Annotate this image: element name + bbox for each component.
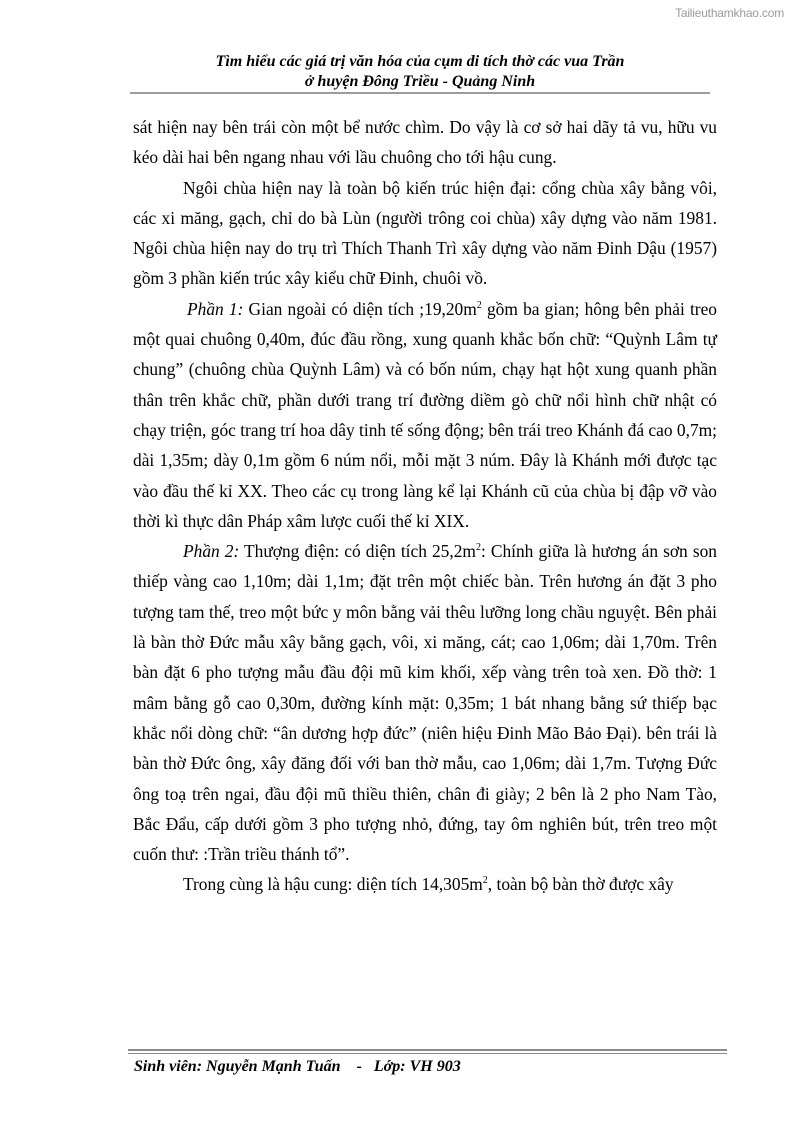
section-label-part-1: Phần 1: — [187, 298, 244, 319]
header-title-line-2: ở huyện Đông Triều - Quảng Ninh — [304, 73, 536, 90]
paragraph-5-text-a: Trong cùng là hậu cung: diện tích 14,305m — [183, 874, 483, 895]
watermark: Tailieuthamkhao.com — [675, 6, 784, 20]
paragraph-4-text-b: : Chính giữa là hương án sơn son thiếp vàng cao 1,10m; dài 1,1m; đặt trên một chiếc bàn. Trên hương án đặt 3 pho tượng tam thế, treo một bức y môn bằng vải thêu lưỡng long chầu nguyệt. Bên phải là bàn thờ Đức mẫu xây bằng gạch, vôi, xi măng, cát; cao 1,06m; dài 1,70m. Trên bàn đặt 6 pho tượng mẫu đầu đội mũ kim khối, xếp vàng trên toà xen. Đồ thờ: 1 mâm bằng gỗ cao 0,30m, đường kính mặt: 0,35m; 1 bát nhang bằng sứ thiếp bạc khắc nổi dòng chữ: “ân dương hợp đức” (niên hiệu Đinh Mão Bảo Đại). bên trái là bàn thờ Đức ông, xây đăng đối với ban thờ mẫu, cao 1,06m; dài 1,7m. Tượng Đức ông toạ trên ngai, đầu đội mũ thiều thiên, chân đi giày; 2 bên là 2 pho Nam Tào, Bắc Đẩu, cấp dưới gồm 3 pho tượng nhỏ, đứng, tay ôm nghiên bút, trên treo một cuốn thư: :Trần triều thánh tổ”. — [133, 541, 717, 865]
document-body — [133, 112, 717, 900]
paragraph-5-text-b: , toàn bộ bàn thờ được xây — [487, 874, 674, 895]
paragraph-2: Ngôi chùa hiện nay là toàn bộ kiến trúc hiện đại: cổng chùa xây bằng vôi, các xi măng, gạch, chỉ do bà Lùn (người trông coi chùa) xây dựng vào năm 1981. Ngôi chùa hiện nay do trụ trì Thích Thanh Trì xây dựng vào năm Đinh Dậu (1957) gồm 3 phần kiến trúc xây kiểu chữ Đinh, chuôi vồ. — [133, 177, 717, 289]
superscript: 2 — [476, 299, 482, 311]
superscript: 2 — [475, 542, 481, 554]
paragraph-5 — [133, 869, 717, 899]
footer-divider-top — [128, 1049, 727, 1051]
paragraph-4-text-a: Thượng điện: có diện tích 25,2m — [239, 541, 476, 562]
page-footer: Sinh viên: Nguyễn Mạnh Tuấn - Lớp: VH 903 — [134, 1058, 461, 1075]
page-header — [130, 52, 710, 92]
footer-divider-bottom — [128, 1053, 727, 1054]
paragraph-3-text-b: gồm ba gian; hông bên phải treo một quai chuông 0,40m, đúc đầu rồng, xung quanh khắc bốn chữ: “Quỳnh Lâm tự chung” (chuông chùa Quỳnh Lâm) và có bốn núm, chạy hạt hột xung quanh phần thân trên khắc chữ, phần dưới trang trí đường diềm gò chữ nổi hình chữ nhật có chạy triện, góc trang trí hoa dây tinh tế sống động; bên trái treo Khánh đá cao 0,7m; dài 1,35m; dày 0,1m gồm 6 núm nổi, mỗi mặt 3 núm. Đây là Khánh mới được tạc vào đầu thế kỉ XX. Theo các cụ trong làng kể lại Khánh cũ của chùa bị đập vỡ vào thời kì thực dân Pháp xâm lược cuối thế kỉ XIX. — [133, 298, 717, 531]
paragraph-3-text-a: Gian ngoài có diện tích ;19,20m — [243, 298, 477, 319]
paragraph-1: sát hiện nay bên trái còn một bể nước chìm. Do vậy là cơ sở hai dãy tả vu, hữu vu kéo dài hai bên ngang nhau với lầu chuông cho tới hậu cung. — [133, 117, 717, 168]
superscript: 2 — [482, 875, 488, 887]
paragraph-4 — [133, 536, 717, 869]
section-label-part-2: Phần 2: — [183, 541, 240, 562]
paragraph-3 — [133, 294, 717, 536]
header-divider — [130, 92, 710, 94]
header-title-line-1: Tìm hiểu các giá trị văn hóa của cụm di tích thờ các vua Trần — [215, 53, 625, 70]
